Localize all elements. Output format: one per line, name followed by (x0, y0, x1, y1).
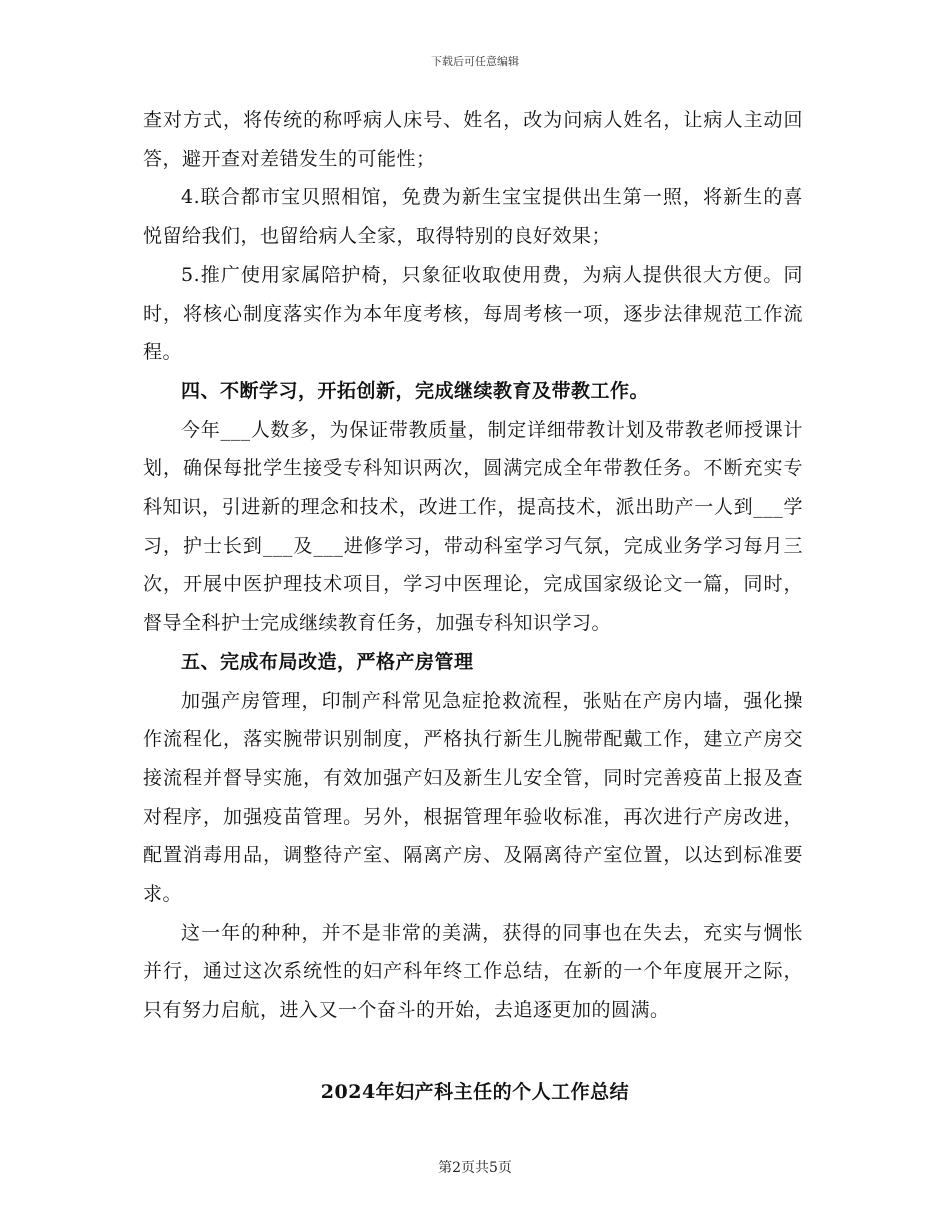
page-footer: 第2页共5页 (438, 1160, 512, 1176)
paragraph-conclusion: 这一年的种种，并不是非常的美满，获得的同事也在失去，充实与惆怅并行，通过这次系统性的妇产科年终工作总结，在新的一个年度展开之际，只有努力启航，进入又一个奋斗的开始，去追逐更加的圆满。 (143, 921, 803, 1022)
paragraph-delivery-room: 加强产房管理，印制产科常见急症抢救流程，张贴在产房内墙，强化操作流程化，落实腕带识别制度，严格执行新生儿腕带配戴工作，建立产房交接流程并督导实施，有效加强产妇及新生儿安全管，同时完善疫苗上报及查对程序，加强疫苗管理。另外，根据管理年验收标准，再次进行产房改进，配置消毒用品，调整待产室、隔离产房、及隔离待产室位置，以达到标准要求。 (143, 689, 803, 906)
paragraph-item-5: 5.推广使用家属陪护椅，只象征收取使用费，为病人提供很大方便。同时，将核心制度落实作为本年度考核，每周考核一项，逐步法律规范工作流程。 (143, 263, 803, 364)
paragraph-item-4: 4.联合都市宝贝照相馆，免费为新生宝宝提供出生第一照，将新生的喜悦留给我们，也留给病人全家，取得特别的良好效果； (143, 186, 803, 248)
section-heading-5: 五、完成布局改造，严格产房管理 (181, 650, 474, 673)
paragraph-continued: 查对方式，将传统的称呼病人床号、姓名，改为问病人姓名，让病人主动回答，避开查对差错发生的可能性； (143, 109, 803, 170)
section-heading-4: 四、不断学习，开拓创新，完成继续教育及带教工作。 (181, 379, 650, 402)
document-title: 2024年妇产科主任的个人工作总结 (320, 1081, 630, 1103)
paragraph-education: 今年___人数多，为保证带教质量，制定详细带教计划及带教老师授课计划，确保每批学生接受专科知识两次，圆满完成全年带教任务。不断充实专科知识，引进新的理念和技术，改进工作，提高技术，派出助产一人到___学习，护士长到___及___进修学习，带动科室学习气氛，完成业务学习每月三次，开展中医护理技术项目，学习中医理论，完成国家级论文一篇，同时，督导全科护士完成继续教育任务，加强专科知识学习。 (143, 418, 803, 635)
document-body (143, 101, 803, 1030)
page-header: 下载后可任意编辑 (431, 55, 519, 68)
